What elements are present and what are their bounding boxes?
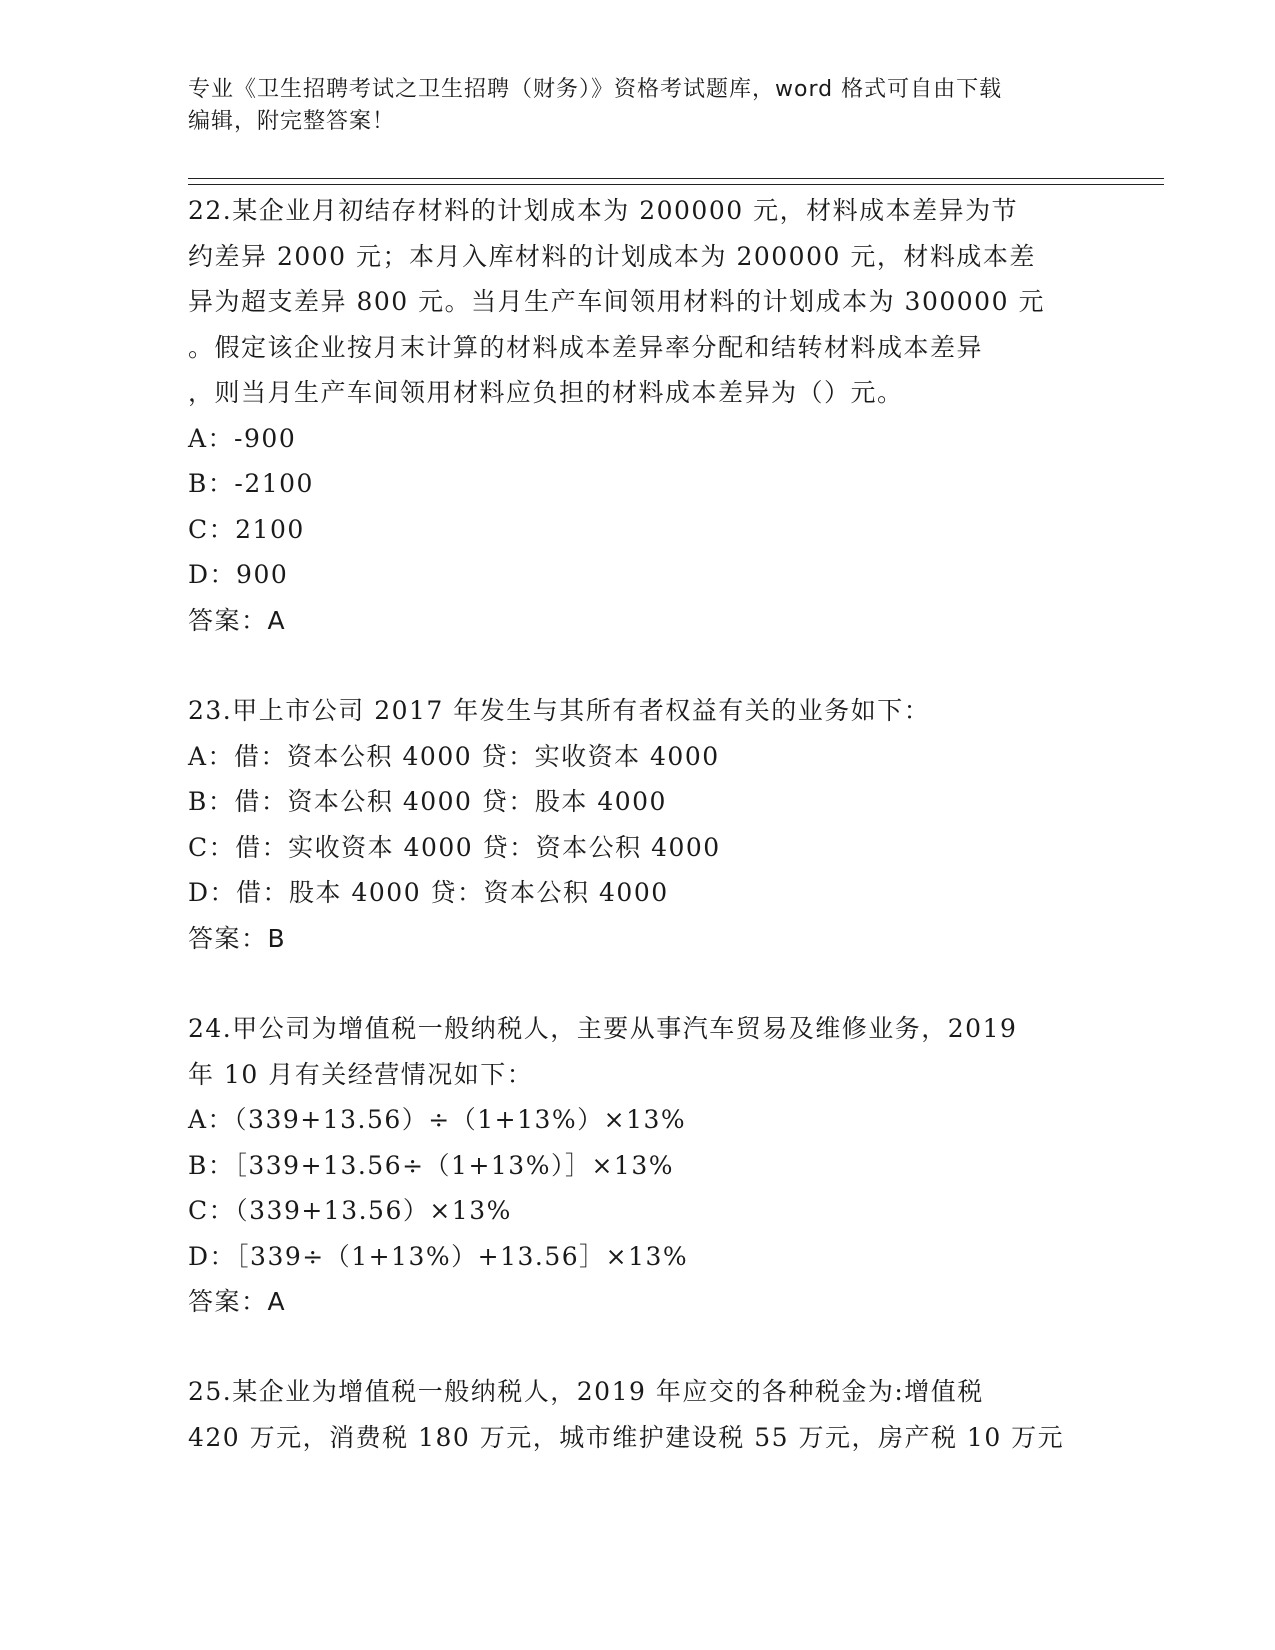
question-25 bbox=[188, 1369, 1088, 1460]
question-22 bbox=[188, 188, 1088, 643]
option-a: A：（339+13.56）÷（1+13%）×13% bbox=[188, 1105, 687, 1134]
option-b: B：借：资本公积 4000 贷：股本 4000 bbox=[188, 787, 667, 816]
option-d: D：900 bbox=[188, 560, 289, 589]
option-b: B：-2100 bbox=[188, 469, 314, 498]
stem-line: 年 10 月有关经营情况如下： bbox=[188, 1059, 534, 1089]
header-divider-bottom bbox=[188, 184, 1164, 185]
stem-line: 异为超支差异 800 元。当月生产车间领用材料的计划成本为 300000 元 bbox=[188, 287, 1045, 316]
question-stem bbox=[188, 188, 1088, 416]
option-c: C：2100 bbox=[188, 514, 305, 544]
stem-line: 约差异 2000 元；本月入库材料的计划成本为 200000 元，材料成本差 bbox=[188, 241, 1036, 271]
stem-line: 24.甲公司为增值税一般纳税人，主要从事汽车贸易及维修业务，2019 bbox=[188, 1014, 1018, 1043]
option-a: A：借：资本公积 4000 贷：实收资本 4000 bbox=[188, 741, 720, 771]
option-a: A：-900 bbox=[188, 423, 297, 453]
header-line-2: 编辑，附完整答案！ bbox=[188, 109, 396, 134]
question-24 bbox=[188, 1006, 1088, 1325]
option-d: D：借：股本 4000 贷：资本公积 4000 bbox=[188, 878, 669, 907]
stem-line: ，则当月生产车间领用材料应负担的材料成本差异为（）元。 bbox=[188, 378, 904, 407]
option-d: D：［339÷（1+13%）+13.56］×13% bbox=[188, 1241, 689, 1271]
answer: 答案：A bbox=[188, 1287, 287, 1316]
option-c: C：（339+13.56）×13% bbox=[188, 1196, 512, 1225]
header-line-1: 专业《卫生招聘考试之卫生招聘（财务）》资格考试题库，word 格式可自由下载 bbox=[188, 77, 1003, 102]
question-23 bbox=[188, 688, 1088, 961]
stem-line: 420 万元，消费税 180 万元，城市维护建设税 55 万元，房产税 10 万元 bbox=[188, 1422, 1065, 1452]
document-header bbox=[188, 74, 1068, 138]
option-c: C：借：实收资本 4000 贷：资本公积 4000 bbox=[188, 832, 721, 862]
stem-line: 23.甲上市公司 2017 年发生与其所有者权益有关的业务如下： bbox=[188, 696, 931, 725]
stem-line: 22.某企业月初结存材料的计划成本为 200000 元，材料成本差异为节 bbox=[188, 196, 1019, 225]
question-stem bbox=[188, 1369, 1088, 1460]
option-b: B：［339+13.56÷（1+13%）］×13% bbox=[188, 1150, 674, 1180]
answer: 答案：A bbox=[188, 605, 287, 635]
header-divider-top bbox=[188, 178, 1164, 179]
stem-line: 。假定该企业按月末计算的材料成本差异率分配和结转材料成本差异 bbox=[188, 332, 984, 362]
question-stem bbox=[188, 688, 1088, 734]
answer: 答案：B bbox=[188, 923, 287, 953]
question-stem bbox=[188, 1006, 1088, 1097]
stem-line: 25.某企业为增值税一般纳税人，2019 年应交的各种税金为:增值税 bbox=[188, 1377, 984, 1406]
